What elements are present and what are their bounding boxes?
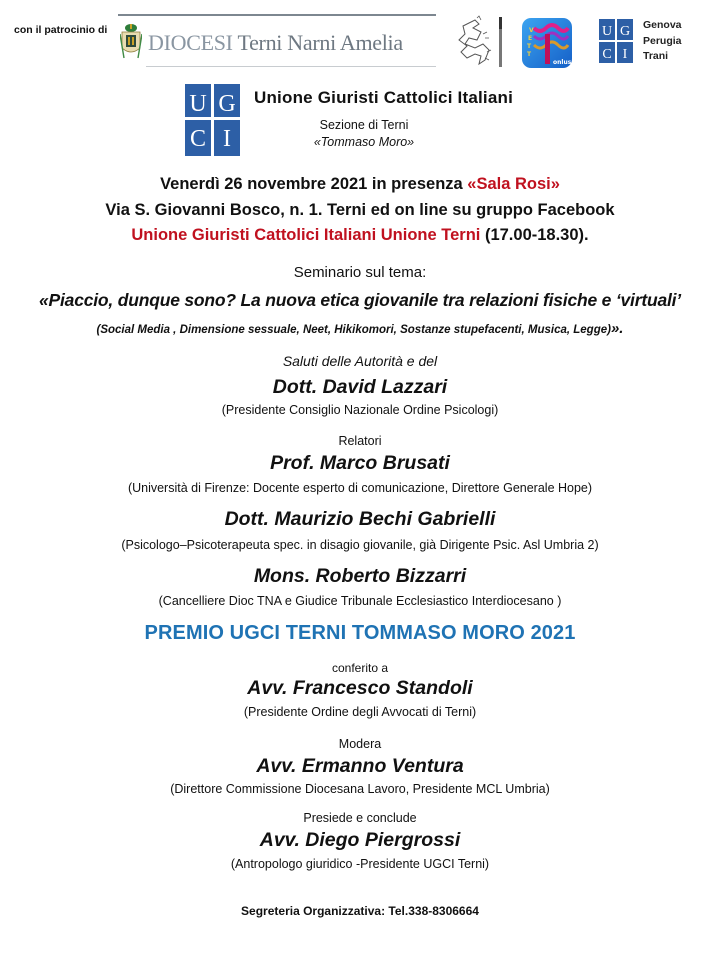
chair-role: Presiede e conclude [303,811,417,825]
speaker-role: Saluti delle Autorità e del [282,353,438,369]
bishop-crest-icon [120,22,142,62]
speaker-description: (Presidente Consiglio Nazionale Ordine Psicologi) [221,403,499,417]
svg-text:T: T [527,51,532,58]
speaker-name: Dott. David Lazzari [272,376,448,398]
speaker-description: (Psicologo–Psicoterapeuta spec. in disagio giovanile, già Dirigente Psic. Asl Umbria 2) [121,538,599,552]
speaker-name: Mons. Roberto Bizzarri [253,565,467,587]
award-title: PREMIO UGCI TERNI TOMMASO MORO 2021 [144,622,576,644]
vettore-waves-icon [522,18,572,68]
award-recipient-name: Avv. Francesco Standoli [247,677,473,699]
section-name: «Tommaso Moro» [313,135,415,149]
award-role: conferito a [331,661,389,675]
svg-text:G: G [619,24,631,39]
event-online-line [0,226,720,245]
ugci-small-logo [599,19,633,63]
diocese-rest: Terni Narni Amelia [232,30,403,55]
svg-text:C: C [602,47,612,62]
svg-text:E: E [528,35,533,42]
moderator-name: Avv. Ermanno Ventura [256,755,464,777]
dragon-crest-icon [455,14,513,70]
award-recipient-description: (Presidente Ordine degli Avvocati di Terni) [243,705,477,719]
svg-text:I: I [622,47,628,62]
event-date: Venerdì 26 novembre 2021 in presenza [160,175,468,193]
topics-close-quote: ». [610,320,624,337]
speaker-description: (Cancelliere Dioc TNA e Giudice Tribunale Ecclesiastico Interdiocesano ) [158,594,562,608]
moderator-description: (Direttore Commissione Diocesana Lavoro, Presidente MCL Umbria) [170,782,550,796]
seminar-title: «Piaccio, dunque sono? La nuova etica giovanile tra relazioni fisiche e ‘virtuali’ [39,290,681,310]
svg-text:U: U [601,24,613,39]
diocese-caps: DIOCESI [148,30,233,55]
city-perugia: Perugia [643,34,682,47]
section-label: Sezione di Terni [319,118,409,132]
organization-name: Unione Giuristi Cattolici Italiani [254,88,513,107]
moderator-role: Modera [338,737,382,751]
cities-list [643,18,682,65]
chair-name: Avv. Diego Piergrossi [259,829,461,851]
ugci-logo [185,84,240,156]
seminar-intro: Seminario sul tema: [293,264,427,281]
patronage-label: con il patrocinio di [14,24,108,36]
diocese-logo-underline [146,66,436,67]
speaker-name: Prof. Marco Brusati [270,452,450,474]
seminar-topics [0,320,720,337]
diocese-logo-rule [118,14,436,16]
event-venue: «Sala Rosi» [467,175,560,193]
speakers-role: Relatori [338,434,382,448]
svg-text:C: C [189,126,207,152]
organizing-secretariat-contact: Segreteria Organizzativa: Tel.338-8306664 [241,904,479,918]
vettore-onlus-text: onlus [553,59,572,66]
topics-list: (Social Media , Dimensione sessuale, Neet, Hikikomori, Sostanze stupefacenti, Musica, Legge) [96,324,611,336]
svg-text:U: U [189,91,207,117]
city-trani: Trani [643,50,669,62]
organization-section [254,117,474,151]
event-date-line [0,175,720,194]
event-address: Via S. Giovanni Bosco, n. 1. Terni ed on line su gruppo Facebook [105,201,615,219]
svg-text:V: V [529,27,534,34]
svg-text:I: I [223,126,231,152]
svg-text:T: T [527,43,532,50]
facebook-group-name: Unione Giuristi Cattolici Italiani Unione Terni [131,226,481,244]
diocese-name [148,30,403,56]
city-genova: Genova [643,19,682,31]
chair-description: (Antropologo giuridico -Presidente UGCI Terni) [230,857,490,871]
speaker-name: Dott. Maurizio Bechi Gabrielli [224,508,496,530]
speaker-description: (Università di Firenze: Docente esperto di comunicazione, Direttore Generale Hope) [127,481,593,495]
vettore-onlus-logo [522,18,572,68]
svg-text:G: G [218,91,236,117]
event-time: (17.00-18.30). [480,226,589,244]
